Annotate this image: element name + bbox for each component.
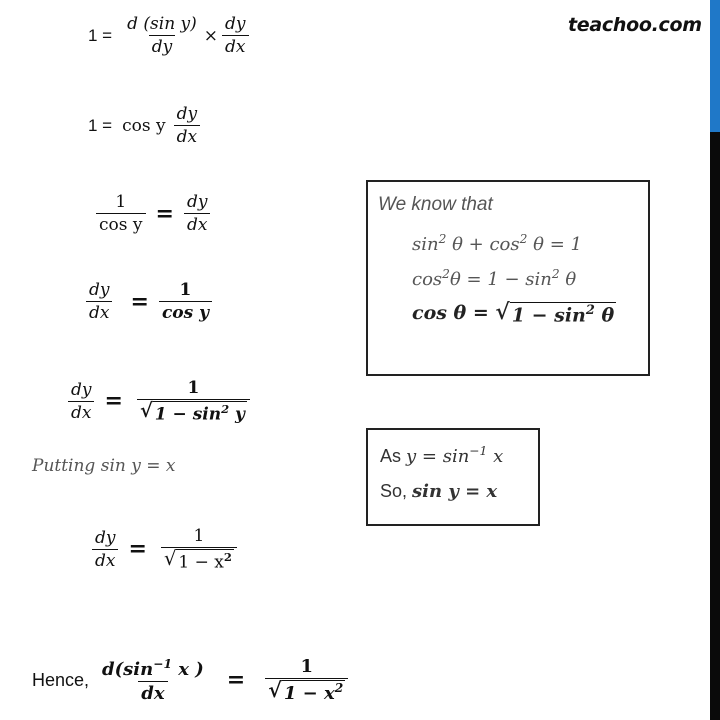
teachoo-logo: teachoo.com [568, 14, 702, 36]
cos-theta-identity: cos θ = √ $1 - \sin^2 \theta$ [412, 299, 615, 327]
fraction-1-sqrt-1-x2: 1 √ $1 - x^2$ [265, 656, 348, 704]
fraction-dy-dx: $\frac{dy}{dx}$ [222, 14, 249, 57]
fraction-1-sqrt-1-x2: 1 √ $1 - x^2$ [161, 526, 237, 573]
square-root: √ $1 - \sin^2 y$ [139, 399, 245, 425]
right-edge-black-bar [710, 132, 720, 720]
equals-sign: = [104, 388, 123, 415]
substitution-box [366, 428, 540, 526]
fraction-dy-dx: $\frac{dy}{dx}$ [184, 192, 211, 235]
hence-label: Hence, [32, 669, 90, 690]
cos-y-term: cos y [122, 115, 166, 136]
step-1 [88, 14, 253, 57]
pythagorean-identity: $\sin^2 \theta + \cos^2 \theta = 1$ [412, 232, 582, 255]
fraction-dy-dx: $\frac{dy}{dx}$ [92, 528, 119, 571]
step-6 [88, 526, 241, 573]
fraction-1-cosy: $\frac{1}{\text{cos y}}$ [96, 192, 146, 235]
fraction-dy-dx: $\frac{dy}{dx}$ [68, 380, 95, 423]
equals-sign: = [155, 200, 174, 227]
step-4 [82, 280, 216, 323]
fraction-dy-dx: $\frac{dy}{dx}$ [86, 280, 113, 323]
fraction-1-cosy: $\frac{1}{\text{cos y}}$ [159, 280, 212, 323]
fraction-1-sqrt-1-sin2y: 1 √ $1 - \sin^2 y$ [137, 378, 250, 425]
step-5 [64, 378, 254, 425]
square-root: √ $1 - x^2$ [268, 678, 344, 704]
fraction-dy-dx: $\frac{dy}{dx}$ [174, 104, 201, 147]
fraction-d-arcsin-dx: $\frac{d(\sin^{-1} x )}{dx}$ [102, 656, 204, 704]
equals-sign: = [130, 288, 149, 315]
identity-box [366, 180, 650, 376]
square-root: √ $1 - x^2$ [163, 547, 232, 573]
so-line: So, sin y = x [380, 481, 498, 502]
equals-sign: = [226, 667, 246, 693]
step-3 [92, 192, 214, 235]
times-sign: × [203, 25, 219, 46]
putting-substitution: Putting sin y = x [32, 456, 176, 476]
step-2 [88, 104, 204, 147]
final-result [32, 656, 352, 704]
as-line: As $y = \sin^{-1} x$ [380, 444, 504, 467]
right-edge-blue-bar [710, 0, 720, 132]
equals-sign: = [128, 536, 147, 563]
step-2-lhs: 1 = [88, 115, 113, 135]
step-1-lhs: 1 = [88, 25, 113, 45]
identity-box-title: We know that [378, 194, 493, 215]
cos-squared-identity: $\cos^2\theta = 1 - \sin^2 \theta$ [412, 267, 577, 290]
fraction-dsiny-dy: $\frac{\text{d (sin y)}}{dy}$ [127, 14, 197, 57]
